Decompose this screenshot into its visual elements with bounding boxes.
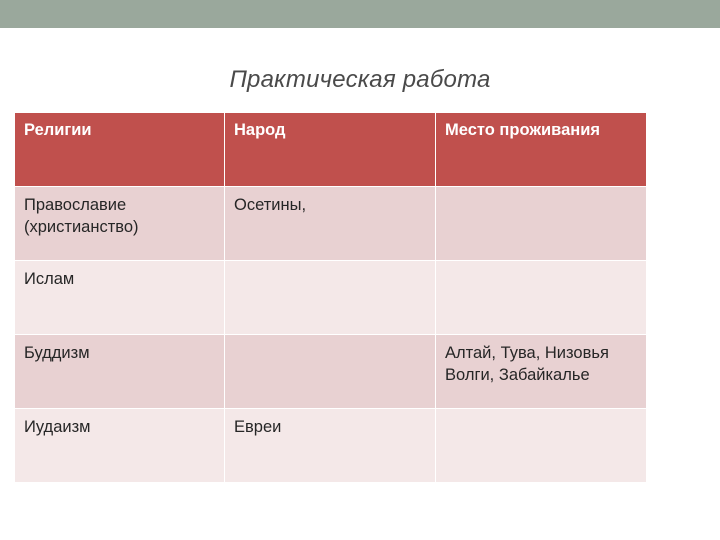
table-cell: Ислам [15,261,225,335]
table-cell [225,335,436,409]
table-cell: Буддизм [15,335,225,409]
table-cell: Осетины, [225,187,436,261]
table-cell: Евреи [225,409,436,483]
header-people: Народ [225,113,436,187]
table-header-row [15,113,647,187]
religions-table [14,112,647,483]
table-row [15,261,647,335]
table-row [15,335,647,409]
table-cell [436,409,647,483]
slide-title: Практическая работа [229,66,491,93]
table-cell [436,187,647,261]
table-row [15,187,647,261]
header-residence: Место проживания [436,113,647,187]
table-cell: Алтай, Тува, Низовья Волги, Забайкалье [436,335,647,409]
table-cell [436,261,647,335]
table-cell [225,261,436,335]
header-religions: Религии [15,113,225,187]
table-row [15,409,647,483]
top-bar [0,0,720,28]
table-cell: Православие (христианство) [15,187,225,261]
table-cell: Иудаизм [15,409,225,483]
